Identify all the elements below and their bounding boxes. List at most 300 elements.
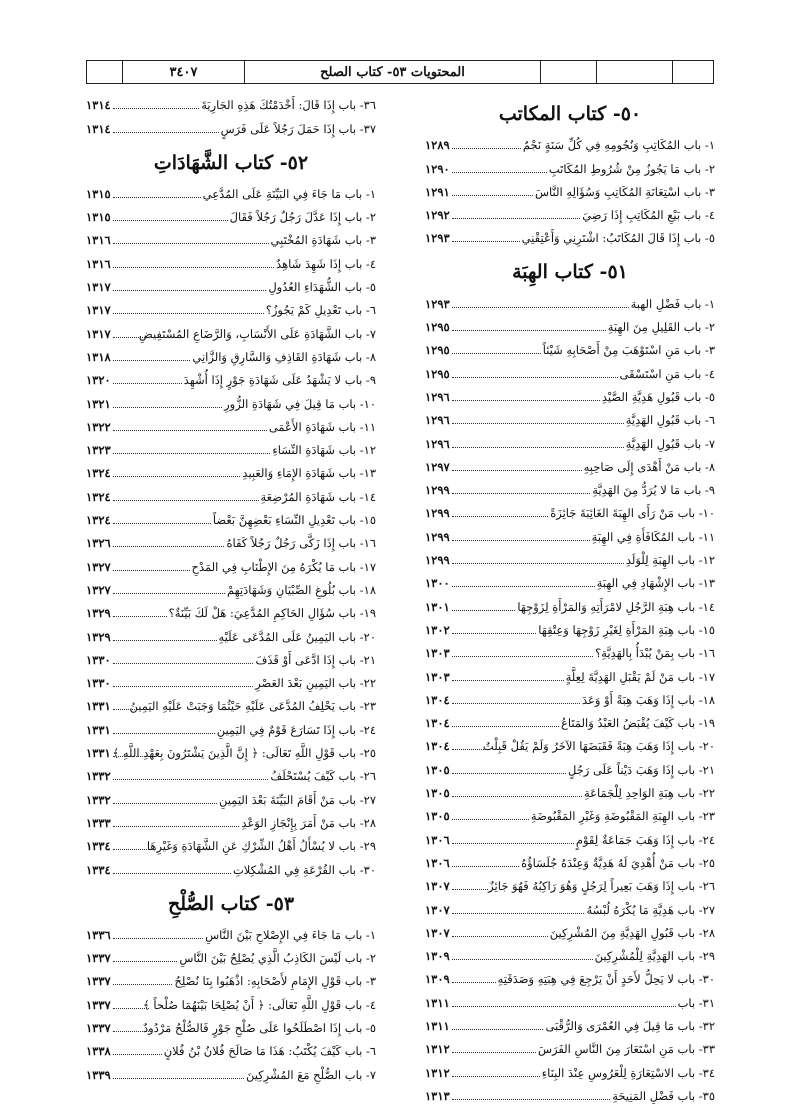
- page-number: ١٣١٧: [86, 280, 111, 295]
- chapter-title: ١٣- باب شَهَادَةِ الإِمَاءِ وَالعَبِيدِ: [242, 466, 376, 481]
- dot-leader: [452, 889, 488, 890]
- chapter-title: ٢٣- باب يَحْلِفُ المُدَّعَى عَلَيْهِ حَيْثُمَا وَجَبَتْ عَلَيْهِ اليَمِينُ: [129, 699, 376, 714]
- chapter-title: ١٢- باب الهِبَةِ لِلْوَلَدِ: [625, 553, 715, 568]
- page-number: ١٣٢٧: [86, 582, 111, 597]
- toc-entry[interactable]: [86, 599, 376, 622]
- chapter-title: ٢٦- باب كَيْفَ يُسْتَحْلَفُ: [270, 769, 376, 784]
- chapter-title: ١٣- باب الإِشْهَادِ فِي الهِبَةِ: [596, 576, 715, 591]
- toc-entry[interactable]: [425, 178, 715, 201]
- chapter-title: ٦- باب كَيْفَ يُكْتَبُ: هَذَا مَا صَالَحَ فُلانُ بْنُ فُلانٍ: [163, 1044, 376, 1059]
- page-number: ١٢٩٣: [425, 231, 450, 246]
- dot-leader: [452, 241, 520, 242]
- page-number: ١٣٠٤: [425, 716, 450, 731]
- toc-entry[interactable]: [86, 646, 376, 669]
- book-heading: ٥٣- كتاب الصُّلْحِ: [167, 892, 295, 915]
- toc-entry[interactable]: [425, 965, 715, 988]
- page-number: ١٣٣٤: [86, 839, 111, 854]
- dot-leader: [113, 570, 190, 571]
- dot-leader: [113, 546, 225, 547]
- chapter-title: ١٨- باب بُلُوغِ الصِّبْيَانِ وَشَهَادَتِهِمْ: [226, 582, 376, 597]
- toc-entry[interactable]: [86, 296, 376, 319]
- dot-leader: [452, 148, 521, 149]
- dot-leader: [452, 726, 559, 727]
- dot-leader: [113, 593, 225, 594]
- dot-leader: [113, 709, 149, 710]
- page-number: ١٢٨٩: [425, 138, 450, 153]
- chapter-title: ٩- باب لا يَشْهَدُ عَلَى شَهَادَةِ جَوْرٍ إِذَا أُشْهِدَ: [183, 373, 376, 388]
- dot-leader: [452, 586, 595, 587]
- toc-entry[interactable]: [425, 224, 715, 247]
- toc-entry[interactable]: [425, 453, 715, 476]
- dot-leader: [452, 377, 618, 378]
- page-number: ١٢٩٧: [425, 459, 450, 474]
- toc-entry[interactable]: [425, 686, 715, 709]
- chapter-title: ٣- باب قَوْلِ الإِمَامِ لأَصْحَابِهِ: اذْهَبُوا بِنَا نُصْلِحُ: [174, 974, 376, 989]
- toc-entry[interactable]: [425, 499, 715, 522]
- toc-entry[interactable]: [86, 529, 376, 552]
- page-number: ١٣١٦: [86, 233, 111, 248]
- dot-leader: [113, 360, 191, 361]
- chapter-title: ١٢- باب شَهَادَةِ النِّسَاءِ: [272, 443, 376, 458]
- toc-entry[interactable]: [425, 709, 715, 732]
- chapter-title: ١٩- باب كَيْفَ يُقْبَضُ العَبْدُ وَالمَتَاعُ: [561, 716, 715, 731]
- dot-leader: [113, 616, 167, 617]
- header-page-number: ٣٤٠٧: [123, 61, 245, 83]
- toc-entry[interactable]: [86, 91, 376, 114]
- page-number: ١٣٣١: [86, 746, 111, 761]
- chapter-title: ١١- باب المُكَافَأَةِ فِي الهِبَةِ: [591, 529, 715, 544]
- section-gap: [86, 138, 376, 146]
- chapter-title: ١٧- باب مَنْ لَمْ يَقْبَلِ الهَدِيَّةَ لِعِلَّةٍ: [565, 669, 715, 684]
- dot-leader: [452, 1029, 544, 1030]
- chapter-title: ١٠- باب مَا قِيلَ فِي شَهَادَةِ الزُّورِ: [224, 396, 376, 411]
- page-number: ١٢٩٦: [425, 413, 450, 428]
- page-number: ١٣٠٦: [425, 832, 450, 847]
- dot-leader: [113, 938, 203, 939]
- chapter-title: ٨- باب مَنْ أَهْدَى إِلَى صَاحِبِهِ: [583, 459, 715, 474]
- chapter-title: ٣٤- باب الاسْتِعَارَةِ لِلْعَرُوسِ عِنْدَ البِنَاءِ: [541, 1065, 715, 1080]
- page-number: ١٣٣٣: [86, 815, 111, 830]
- dot-leader: [113, 1031, 149, 1032]
- dot-leader: [452, 353, 541, 354]
- chapter-title: ١٠- باب مَنْ رَأَى الهِبَةَ الغَائِبَةَ جَائِزَةً: [550, 506, 715, 521]
- toc-entry[interactable]: [86, 343, 376, 366]
- page-number: ١٣١٢: [425, 1065, 450, 1080]
- toc-entry[interactable]: [425, 154, 715, 177]
- chapter-title: ٣٧- باب إِذَا حَمَلَ رَجُلاً عَلَى فَرَسٍ: [220, 121, 376, 136]
- dot-leader: [452, 400, 600, 401]
- dot-leader: [452, 493, 591, 494]
- page-number: ١٣٣٧: [86, 1020, 111, 1035]
- dot-leader: [113, 779, 269, 780]
- dot-leader: [452, 982, 496, 983]
- page-number: ١٣٠٣: [425, 646, 450, 661]
- dot-leader: [113, 267, 274, 268]
- toc-entry[interactable]: [425, 1058, 715, 1081]
- chapter-title: ٧- باب الشَّهَادَةِ عَلَى الأَنْسَابِ، وَالرَّضَاعِ المُسْتَفِيضِ: [138, 326, 376, 341]
- dot-leader: [113, 826, 240, 827]
- dot-leader: [452, 936, 548, 937]
- chapter-title: ٢٨- باب مَنْ أَمَرَ بِإِنْجَازِ الوَعْدِ: [241, 815, 376, 830]
- page-number: ١٣٠١: [425, 599, 450, 614]
- chapter-title: ٣٦- باب إِذَا قَالَ: أَخْدَمْتُكَ هَذِهِ الجَارِيَةَ: [201, 98, 376, 113]
- dot-leader: [452, 749, 488, 750]
- chapter-title: ١- باب فَضْلِ الهبة: [630, 296, 715, 311]
- toc-entry[interactable]: [425, 383, 715, 406]
- toc-entry[interactable]: [86, 809, 376, 832]
- chapter-title: ١٤- باب شَهَادَةِ المُرْضِعَةِ: [260, 489, 376, 504]
- page-number: ١٣٢٠: [86, 373, 111, 388]
- chapter-title: ٢٦- باب إِذَا وَهَبَ بَعِيراً لِرَجُلٍ وَهُوَ رَاكِبُهُ فَهُوَ جَائِزٌ: [488, 879, 715, 894]
- chapter-title: ٣٠- باب لا يَحِلُّ لأَحَدٍ أَنْ يَرْجِعَ فِي هِبَتِهِ وَصَدَقَتِهِ: [497, 972, 715, 987]
- book-heading: ٥٢- كتاب الشَّهَادَاتِ: [153, 151, 309, 174]
- page-number: ١٣٢٩: [86, 629, 111, 644]
- chapter-title: ٣- باب شَهَادَةِ المُخْتَبِي: [270, 233, 376, 248]
- dot-leader: [113, 961, 178, 962]
- dot-leader: [452, 610, 516, 611]
- dot-leader: [452, 1052, 536, 1053]
- chapter-title: ٤- باب قَوْلِ اللَّهِ تَعَالَى: ﴿ أَنْ يُصْلِحَا بَيْنَهُمَا صُلْحاً ﴾: [143, 997, 376, 1012]
- toc-entry[interactable]: [86, 273, 376, 296]
- toc-entry[interactable]: [425, 359, 715, 382]
- toc-entry[interactable]: [86, 1014, 376, 1037]
- chapter-title: ١٨- باب إِذَا وَهَبَ هِبَةً أَوْ وَعَدَ: [581, 692, 715, 707]
- dot-leader: [452, 656, 593, 657]
- page-number: ١٣٠٧: [425, 879, 450, 894]
- chapter-title: ٦- باب تَعْدِيلِ كَمْ يَجُوزُ؟: [265, 303, 376, 318]
- dot-leader: [113, 733, 215, 734]
- chapter-title: ٢٢- باب هِبَةِ الوَاحِدِ لِلْجَمَاعَةِ: [584, 786, 715, 801]
- chapter-title: ١- باب مَا جَاءَ فِي البَيِّنَةِ عَلَى المُدَّعِي: [202, 186, 376, 201]
- page-number: ١٢٩٩: [425, 553, 450, 568]
- page-number: ١٣١٢: [425, 1042, 450, 1057]
- toc-entry[interactable]: [86, 1060, 376, 1083]
- chapter-title: ١٤- باب هِبَةِ الرَّجُلِ لامْرَأَتِهِ وَالمَرْأَةِ لِزَوْجِهَا: [517, 599, 715, 614]
- dot-leader: [113, 430, 267, 431]
- page-number: ١٣٠٥: [425, 809, 450, 824]
- toc-entry[interactable]: [425, 1082, 715, 1105]
- page-number: ١٢٩٩: [425, 483, 450, 498]
- page-number: ١٣٣٠: [86, 676, 111, 691]
- toc-entry[interactable]: [86, 990, 376, 1013]
- chapter-title: ٢- باب القَلِيلِ مِنَ الهِبَةِ: [607, 320, 715, 335]
- dot-leader: [452, 195, 533, 196]
- dot-leader: [452, 773, 566, 774]
- toc-entry[interactable]: [425, 919, 715, 942]
- page-number: ١٣٢٩: [86, 606, 111, 621]
- chapter-title: ٧- باب الصُّلْحِ مَعَ المُشْرِكِينَ: [245, 1067, 376, 1082]
- dot-leader: [113, 1008, 149, 1009]
- chapter-title: ٧- باب قَبُولِ الهَدِيَّةِ: [625, 436, 715, 451]
- toc-entry[interactable]: [86, 552, 376, 575]
- toc-entry[interactable]: [86, 506, 376, 529]
- page-number: ١٣١٥: [86, 186, 111, 201]
- toc-entry[interactable]: [425, 1035, 715, 1058]
- toc-entry[interactable]: [425, 201, 715, 224]
- chapter-title: ٢٤- باب إِذَا تَسَارَعَ قَوْمٌ فِي اليَمِينِ: [216, 722, 376, 737]
- toc-entry[interactable]: [425, 429, 715, 452]
- page-number: ١٣٣٠: [86, 652, 111, 667]
- dot-leader: [113, 108, 199, 109]
- dot-leader: [113, 984, 173, 985]
- page-number: ١٣٠٩: [425, 972, 450, 987]
- toc-entry[interactable]: [86, 576, 376, 599]
- page-number: ١٣٢٢: [86, 419, 111, 434]
- toc-entry[interactable]: [425, 732, 715, 755]
- dot-leader: [113, 873, 231, 874]
- page-number: ١٣٠٤: [425, 692, 450, 707]
- toc-entry[interactable]: [86, 482, 376, 505]
- chapter-title: ١٥- باب هِبَةِ المَرْأَةِ لِغَيْرِ زَوْجِهَا وَعِتْقِهَا: [538, 622, 715, 637]
- toc-entry[interactable]: [425, 289, 715, 312]
- dot-leader: [452, 843, 574, 844]
- chapter-title: ٣١- باب: [677, 995, 715, 1010]
- chapter-title: ٢٥- باب قَوْلِ اللَّهِ تَعَالَى: ﴿ إِنَّ الَّذِينَ يَشْتَرُونَ بِعَهْدِ اللَّهِ ﴾: [112, 746, 376, 761]
- toc-entry[interactable]: [425, 872, 715, 895]
- toc-entry[interactable]: [86, 249, 376, 272]
- dot-leader: [113, 686, 253, 687]
- dot-leader: [452, 913, 585, 914]
- toc-entry[interactable]: [425, 522, 715, 545]
- toc-entry[interactable]: [86, 413, 376, 436]
- page-number: ١٢٩٢: [425, 208, 450, 223]
- dot-leader: [113, 453, 271, 454]
- dot-leader: [113, 476, 241, 477]
- toc-entry[interactable]: [425, 476, 715, 499]
- chapter-title: ٣- باب اسْتِعَانَةِ المُكَاتِبِ وَسُؤَالِهِ النَّاسَ: [534, 184, 715, 199]
- chapter-title: ٣- باب مَنِ اسْتَوْهَبَ مِنْ أَصْحَابِهِ شَيْئاً: [542, 343, 715, 358]
- page-number: ١٣١٨: [86, 349, 111, 364]
- page-number: ١٣٢٧: [86, 559, 111, 574]
- section-gap: [425, 247, 715, 255]
- toc-entry[interactable]: [425, 616, 715, 639]
- toc-entry[interactable]: [86, 180, 376, 203]
- toc-entry[interactable]: [86, 1037, 376, 1060]
- dot-leader: [113, 500, 259, 501]
- chapter-title: ٣٢- باب مَا قِيلَ فِي العُمْرَى وَالرُّقْبَى: [545, 1018, 715, 1033]
- page-number: ١٢٩٦: [425, 436, 450, 451]
- chapter-title: ٢٠- باب إِذَا وَهَبَ هِبَةً فَقَبَضَهَا الآخَرُ وَلَمْ يَقُلْ قَبِلْتُ: [482, 739, 715, 754]
- page-number: ١٣٠٠: [425, 576, 450, 591]
- page-number: ١٣٠٧: [425, 902, 450, 917]
- toc-entry[interactable]: [86, 459, 376, 482]
- dot-leader: [113, 640, 217, 641]
- dot-leader: [452, 819, 529, 820]
- dot-leader: [452, 447, 624, 448]
- page-number: ١٢٩٠: [425, 161, 450, 176]
- page-number: ١٢٩٩: [425, 506, 450, 521]
- page-number: ١٣٣٩: [86, 1067, 111, 1082]
- toc-entry[interactable]: [425, 131, 715, 154]
- dot-leader: [113, 337, 149, 338]
- page-number: ١٣٣٦: [86, 927, 111, 942]
- dot-leader: [452, 330, 606, 331]
- page-number: ١٣٢٤: [86, 466, 111, 481]
- toc-entry[interactable]: [425, 546, 715, 569]
- dot-leader: [452, 1006, 676, 1007]
- toc-entry[interactable]: [425, 849, 715, 872]
- toc-entry[interactable]: [86, 389, 376, 412]
- page-number: ١٢٩٥: [425, 343, 450, 358]
- page-number: ١٣٣٢: [86, 792, 111, 807]
- chapter-title: ١٧- باب مَا يُكْرَهُ مِنَ الإِطْنَابِ فِي المَدْحِ: [191, 559, 376, 574]
- page-number: ١٣٢٦: [86, 536, 111, 551]
- page-number: ١٣١٤: [86, 98, 111, 113]
- dot-leader: [113, 1078, 244, 1079]
- toc-entry[interactable]: [86, 114, 376, 137]
- header-empty-cell: [541, 61, 597, 83]
- dot-leader: [113, 849, 149, 850]
- toc-entry[interactable]: [86, 436, 376, 459]
- dot-leader: [452, 1076, 540, 1077]
- chapter-title: ٤- باب إِذَا شَهِدَ شَاهِدٌ: [276, 256, 376, 271]
- page-number: ١٣٣١: [86, 699, 111, 714]
- chapter-title: ٢٤- باب إِذَا وَهَبَ جَمَاعَةٌ لِقَوْمٍ: [575, 832, 715, 847]
- toc-entry[interactable]: [86, 226, 376, 249]
- toc-entry[interactable]: [86, 366, 376, 389]
- chapter-title: ٢٩- باب لا يُسْأَلُ أَهْلُ الشِّرْكِ عَنِ الشَّهَادَةِ وَغَيْرِهَا: [146, 839, 376, 854]
- toc-entry[interactable]: [86, 944, 376, 967]
- page-number: ١٣٣٨: [86, 1044, 111, 1059]
- toc-entry[interactable]: [425, 942, 715, 965]
- dot-leader: [113, 383, 182, 384]
- toc-entry[interactable]: [86, 762, 376, 785]
- toc-entry[interactable]: [86, 967, 376, 990]
- chapter-title: ٢- باب إِذَا عَدَّلَ رَجُلٌ رَجُلاً فَقَالَ: [229, 210, 376, 225]
- toc-entry[interactable]: [425, 406, 715, 429]
- page-number: ١٢٩٩: [425, 529, 450, 544]
- page-number: ١٣٣٢: [86, 769, 111, 784]
- dot-leader: [113, 197, 201, 198]
- page-number: ١٢٩٣: [425, 296, 450, 311]
- chapter-title: ٢- باب مَا يَجُوزُ مِنْ شُرُوطِ المُكَاتَبِ: [548, 161, 715, 176]
- chapter-title: ١٦- باب بِمَنْ يُبْدَأُ بِالهَدِيَّةِ؟: [595, 646, 715, 661]
- dot-leader: [452, 959, 593, 960]
- chapter-title: ٣٠- باب القُرْعَةِ فِي المُشْكِلاتِ: [232, 862, 376, 877]
- chapter-title: ١- باب مَا جَاءَ فِي الإِصْلاحِ بَيْنَ النَّاسِ: [205, 927, 376, 942]
- page-number: ١٣٣٧: [86, 997, 111, 1012]
- chapter-title: ٥- باب الشُّهَدَاءِ العُدُولِ: [268, 280, 376, 295]
- dot-leader: [452, 563, 624, 564]
- toc-entry[interactable]: [86, 319, 376, 342]
- page-number: ١٣٢١: [86, 396, 111, 411]
- header-empty-cell: [673, 61, 713, 83]
- page-number: ١٣٣١: [86, 722, 111, 737]
- dot-leader: [452, 633, 537, 634]
- toc-entry[interactable]: [86, 203, 376, 226]
- toc-column-left: [86, 91, 376, 1084]
- chapter-title: ٢٧- باب مَنْ أَقَامَ البَيِّنَةَ بَعْدَ اليَمِينِ: [218, 792, 376, 807]
- chapter-title: ٢١- باب إِذَا وَهَبَ دَيْناً عَلَى رَجُلٍ: [567, 762, 715, 777]
- chapter-title: ٤- باب بَيْعِ المُكَاتِبِ إِذَا رَضِيَ: [582, 208, 715, 223]
- toc-entry[interactable]: [86, 855, 376, 878]
- dot-leader: [113, 663, 254, 664]
- section-gap: [86, 879, 376, 887]
- dot-leader: [452, 423, 624, 424]
- toc-entry[interactable]: [86, 692, 376, 715]
- chapter-title: ٤- باب مَنِ اسْتَسْقَى: [619, 366, 715, 381]
- chapter-title: ٢٢- باب اليَمِينِ بَعْدَ العَصْرِ: [255, 676, 376, 691]
- toc-entry[interactable]: [425, 988, 715, 1011]
- header-title: المحتويات ٥٣- كتاب الصلح: [245, 61, 541, 83]
- chapter-title: ٥- باب إِذَا اصْطَلَحُوا عَلَى صُلْحِ جَوْرٍ فَالصُّلْحُ مَرْدُودٌ: [143, 1020, 376, 1035]
- chapter-title: ١- باب المُكَاتِبِ وَنُجُومِهِ فِي كُلِّ سَنَةٍ نَجْمٌ: [522, 138, 715, 153]
- toc-entry[interactable]: [425, 1012, 715, 1035]
- dot-leader: [452, 307, 629, 308]
- dot-leader: [113, 407, 222, 408]
- toc-entry[interactable]: [425, 592, 715, 615]
- chapter-title: ٢٨- باب قَبُولِ الهَدِيَّةِ مِنَ المُشْرِكِينَ: [549, 925, 715, 940]
- dot-leader: [452, 1099, 610, 1100]
- toc-entry[interactable]: [425, 662, 715, 685]
- toc-entry[interactable]: [86, 921, 376, 944]
- toc-entry[interactable]: [425, 569, 715, 592]
- toc-entry[interactable]: [425, 825, 715, 848]
- dot-leader: [452, 680, 564, 681]
- toc-entry[interactable]: [425, 313, 715, 336]
- page-number: ١٣٢٤: [86, 513, 111, 528]
- toc-entry[interactable]: [425, 639, 715, 662]
- header-empty-cell: [597, 61, 673, 83]
- chapter-title: ٢٠- باب اليَمِينُ عَلَى المُدَّعَى عَلَيْهِ: [218, 629, 376, 644]
- chapter-title: ٥- باب إِذَا قَالَ المُكَاتَبُ: اشْتَرِنِي وَأَعْتِقْنِي: [521, 231, 715, 246]
- dot-leader: [113, 220, 228, 221]
- page-number: ١٣٠٢: [425, 622, 450, 637]
- toc-entry[interactable]: [425, 895, 715, 918]
- toc-entry[interactable]: [425, 336, 715, 359]
- toc-entry[interactable]: [86, 832, 376, 855]
- page-number: ١٣٣٧: [86, 974, 111, 989]
- dot-leader: [113, 290, 267, 291]
- page-number: ١٣٠٧: [425, 925, 450, 940]
- page-number: ١٣١٧: [86, 326, 111, 341]
- dot-leader: [452, 796, 582, 797]
- chapter-title: ٢١- باب إِذَا ادَّعَى أَوْ قَذَفَ: [255, 652, 376, 667]
- page-number: ١٣٢٣: [86, 443, 111, 458]
- chapter-title: ٣٥- باب فَضْلِ المَنِيحَةِ: [612, 1088, 715, 1103]
- toc-entry[interactable]: [425, 755, 715, 778]
- dot-leader: [113, 803, 217, 804]
- chapter-title: ٢٣- باب الهِبَةِ المَقْبُوضَةِ وَغَيْرِ المَقْبُوضَةِ: [530, 809, 715, 824]
- page-number: ١٣١٣: [425, 1088, 450, 1103]
- toc-entry[interactable]: [86, 739, 376, 762]
- page-number: ١٣١٧: [86, 303, 111, 318]
- chapter-title: ٢٧- باب هَدِيَّةِ مَا يُكْرَهُ لُبْسُهُ: [586, 902, 715, 917]
- page-number: ١٣٠٥: [425, 762, 450, 777]
- toc-entry[interactable]: [86, 622, 376, 645]
- book-heading: ٥٠- كتاب المكاتب: [498, 103, 642, 125]
- toc-entry[interactable]: [425, 779, 715, 802]
- chapter-title: ١١- باب شَهَادَةِ الأَعْمَى: [268, 419, 376, 434]
- page-number: ١٢٩٦: [425, 389, 450, 404]
- toc-entry[interactable]: [86, 669, 376, 692]
- chapter-title: ١٥- باب تَعْدِيلِ النِّسَاءِ بَعْضِهِنَّ بَعْضاً: [212, 513, 376, 528]
- toc-entry[interactable]: [86, 785, 376, 808]
- toc-entry[interactable]: [86, 715, 376, 738]
- page-number: ١٣٣٧: [86, 951, 111, 966]
- page-number: ١٣٠٩: [425, 949, 450, 964]
- page-number: ١٣٠٦: [425, 855, 450, 870]
- running-header: [86, 60, 714, 84]
- chapter-title: ٩- باب مَا لا يُرَدُّ مِنَ الهَدِيَّةِ: [592, 483, 715, 498]
- page-number: ١٢٩٥: [425, 320, 450, 335]
- page-number: ١٣١١: [425, 1018, 450, 1033]
- toc-entry[interactable]: [425, 802, 715, 825]
- page-number: ١٣٠٤: [425, 739, 450, 754]
- dot-leader: [452, 703, 580, 704]
- dot-leader: [452, 516, 549, 517]
- dot-leader: [452, 470, 582, 471]
